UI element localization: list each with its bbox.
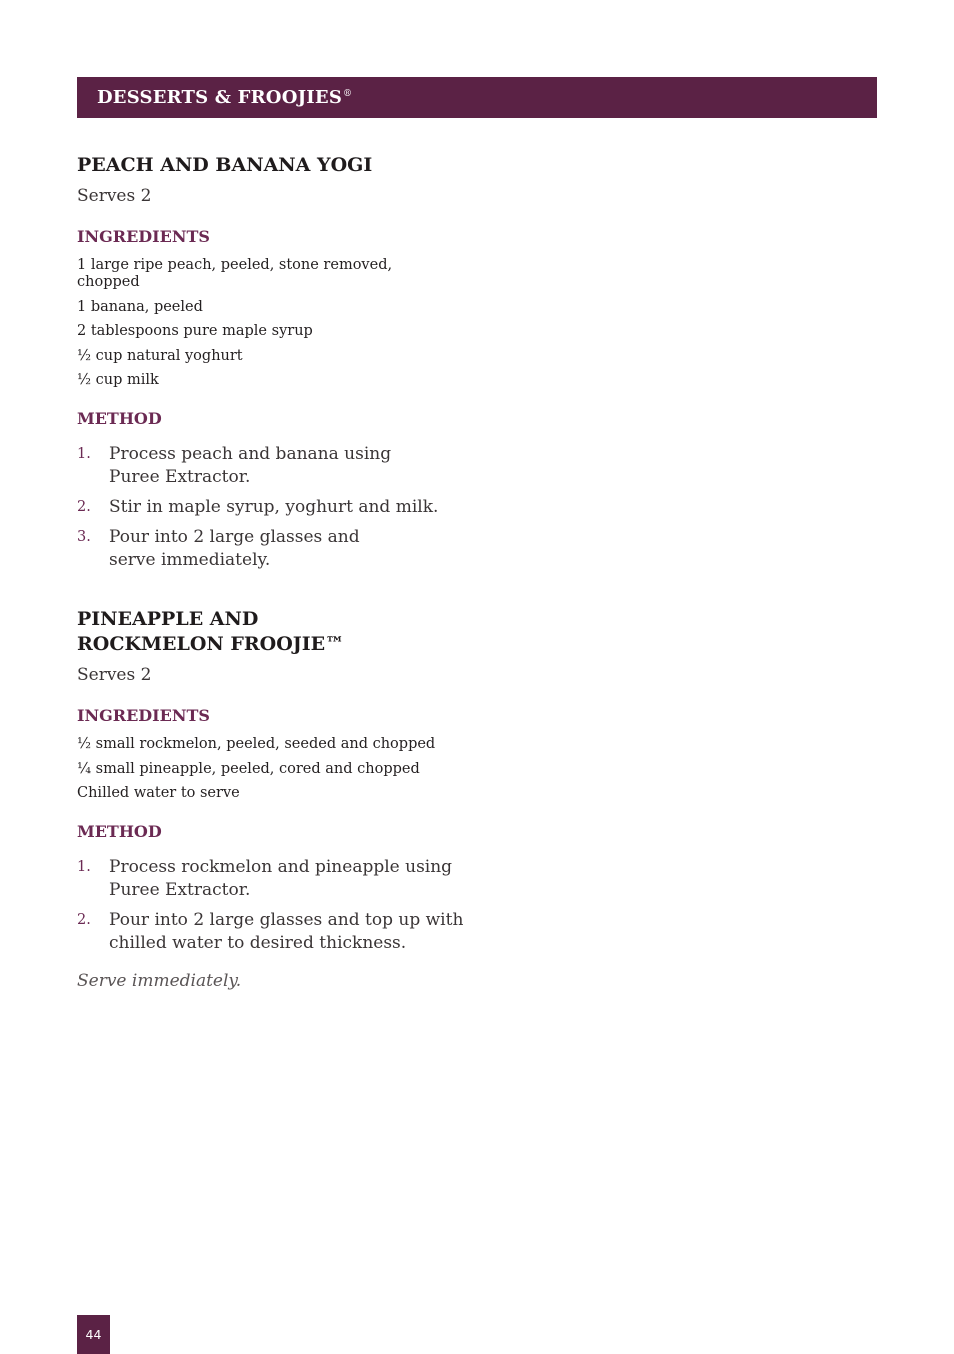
- method-step: [77, 496, 447, 519]
- step-text: Pour into 2 large glasses and serve immediately.: [109, 527, 360, 570]
- section-title-text: DESSERTS & FROOJIES: [97, 87, 343, 108]
- step-number: 1.: [77, 859, 91, 875]
- recipe-peach-banana-yogi: [77, 153, 477, 579]
- step-number: 2.: [77, 499, 91, 515]
- ingredient-item: 1 large ripe peach, peeled, stone removed, chopped: [77, 257, 393, 290]
- recipe-serves: Serves 2: [77, 665, 152, 685]
- ingredient-item: 2 tablespoons pure maple syrup: [77, 323, 313, 339]
- method-step: [77, 909, 477, 955]
- ingredients-list: [77, 736, 477, 802]
- serving-note: Serve immediately.: [77, 971, 242, 991]
- recipe-serves: Serves 2: [77, 186, 152, 206]
- step-text: Process rockmelon and pineapple using Puree Extractor.: [109, 857, 453, 900]
- ingredients-heading: INGREDIENTS: [77, 227, 210, 246]
- method-heading: METHOD: [77, 822, 162, 841]
- ingredients-list: [77, 257, 417, 389]
- method-list: [77, 856, 477, 955]
- recipe-title: PINEAPPLE AND ROCKMELON FROOJIE™: [77, 608, 345, 655]
- ingredients-heading: INGREDIENTS: [77, 706, 210, 725]
- method-step: [77, 526, 447, 572]
- section-banner: [77, 77, 877, 118]
- ingredient-item: ½ cup milk: [77, 372, 159, 388]
- method-heading: METHOD: [77, 409, 162, 428]
- registered-mark: ®: [343, 89, 353, 99]
- step-number: 3.: [77, 529, 91, 545]
- ingredient-item: ½ small rockmelon, peeled, seeded and chopped: [77, 736, 436, 752]
- section-title: [97, 87, 352, 108]
- step-text: Pour into 2 large glasses and top up with chilled water to desired thickness.: [109, 910, 464, 953]
- ingredient-item: ½ cup natural yoghurt: [77, 347, 243, 364]
- method-step: [77, 443, 447, 489]
- step-text: Process peach and banana using Puree Extractor.: [109, 444, 392, 487]
- recipe-pineapple-rockmelon-froojie: [77, 607, 477, 991]
- recipe-title: PEACH AND BANANA YOGI: [77, 154, 373, 176]
- ingredient-item: 1 banana, peeled: [77, 298, 203, 315]
- ingredient-item: ¼ small pineapple, peeled, cored and chopped: [77, 760, 420, 777]
- step-number: 2.: [77, 912, 91, 928]
- method-list: [77, 443, 447, 572]
- step-text: Stir in maple syrup, yoghurt and milk.: [109, 497, 439, 517]
- method-step: [77, 856, 477, 902]
- ingredient-item: Chilled water to serve: [77, 785, 240, 801]
- page-number: 44: [77, 1315, 110, 1354]
- step-number: 1.: [77, 446, 91, 462]
